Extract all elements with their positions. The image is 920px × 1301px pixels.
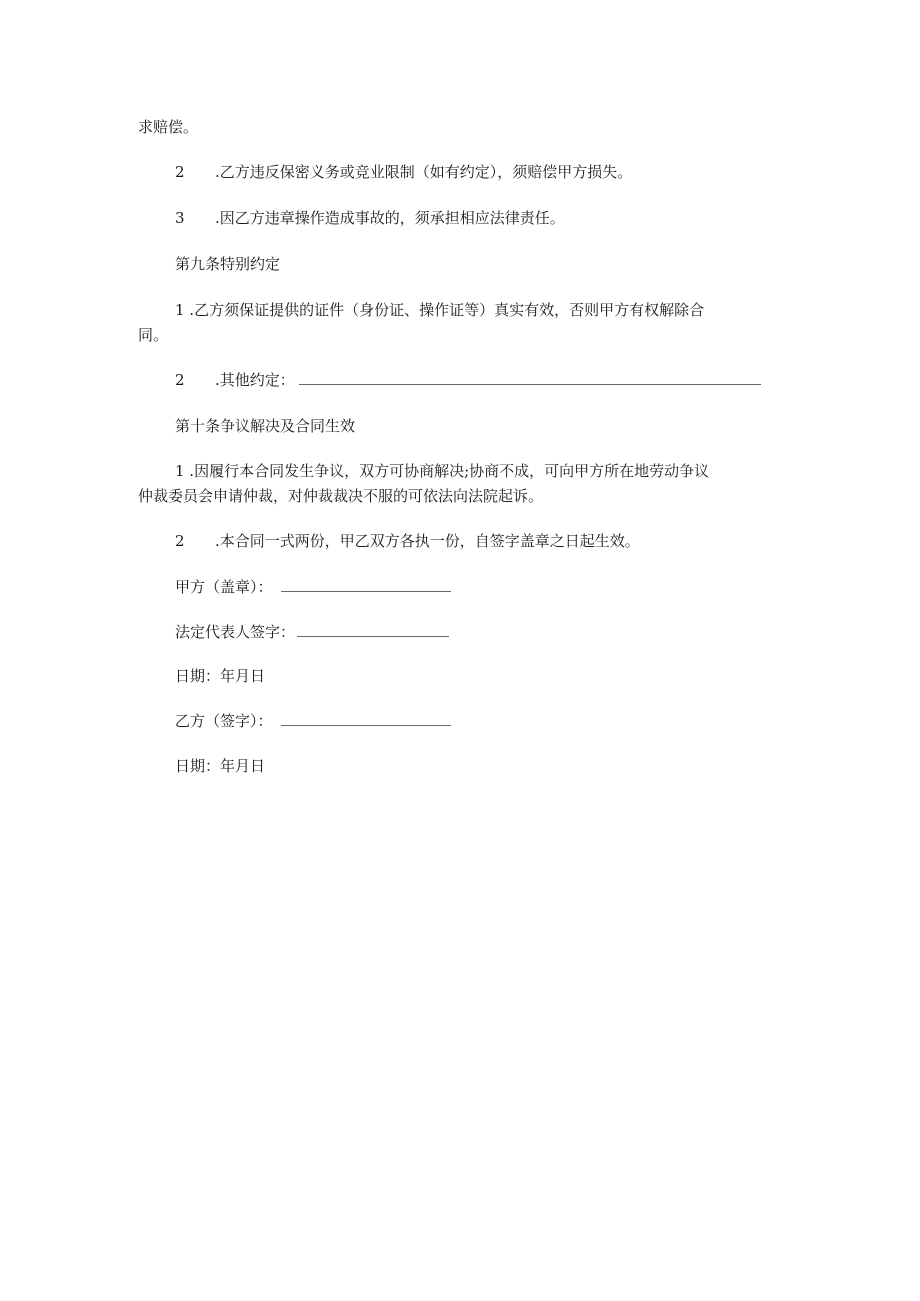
- article8-item3: [175, 208, 565, 228]
- legal-rep-blank[interactable]: [297, 622, 449, 637]
- article9-heading: 第九条特别约定: [175, 255, 281, 273]
- article10-item2: [175, 531, 640, 551]
- party-a-label: 甲方（盖章）：: [175, 578, 273, 596]
- date-line-1: 日期：年月日: [175, 667, 266, 685]
- item-number: 3: [175, 209, 185, 227]
- party-b-signature: [175, 711, 451, 731]
- item-number: 2: [175, 532, 185, 550]
- article10-item1-line2: 仲裁委员会申请仲裁，对仲裁裁决不服的可依法向法院起诉。: [138, 487, 544, 505]
- article8-item2: [175, 162, 632, 182]
- item-number: 2: [175, 371, 185, 389]
- date-line-2: 日期：年月日: [175, 757, 266, 775]
- article9-item2: [175, 370, 761, 390]
- article9-item1-line2: 同。: [138, 326, 169, 344]
- item-number: 2: [175, 163, 185, 181]
- article10-item1-line1: 1 .因履行本合同发生争议，双方可协商解决;协商不成，可向甲方所在地劳动争议: [175, 462, 710, 480]
- article10-heading: 第十条争议解决及合同生效: [175, 417, 356, 435]
- legal-rep-label: 法定代表人签字：: [175, 623, 296, 641]
- item-text: .因乙方违章操作造成事故的，须承担相应法律责任。: [215, 209, 565, 227]
- item-text: .乙方违反保密义务或竞业限制（如有约定），须赔偿甲方损失。: [215, 163, 633, 181]
- article9-item1-line1: 1 .乙方须保证提供的证件（身份证、操作证等）真实有效，否则甲方有权解除合: [175, 301, 705, 319]
- party-a-blank[interactable]: [281, 577, 451, 592]
- item-text: .其他约定：: [215, 371, 295, 389]
- party-b-blank[interactable]: [281, 711, 451, 726]
- other-terms-blank[interactable]: [299, 370, 761, 385]
- legal-rep-signature: [175, 622, 449, 642]
- item-text: .本合同一式两份，甲乙双方各执一份，自签字盖章之日起生效。: [215, 532, 640, 550]
- continued-text: 求赔偿。: [138, 118, 199, 136]
- party-a-signature: [175, 577, 451, 597]
- party-b-label: 乙方（签字）：: [175, 712, 273, 730]
